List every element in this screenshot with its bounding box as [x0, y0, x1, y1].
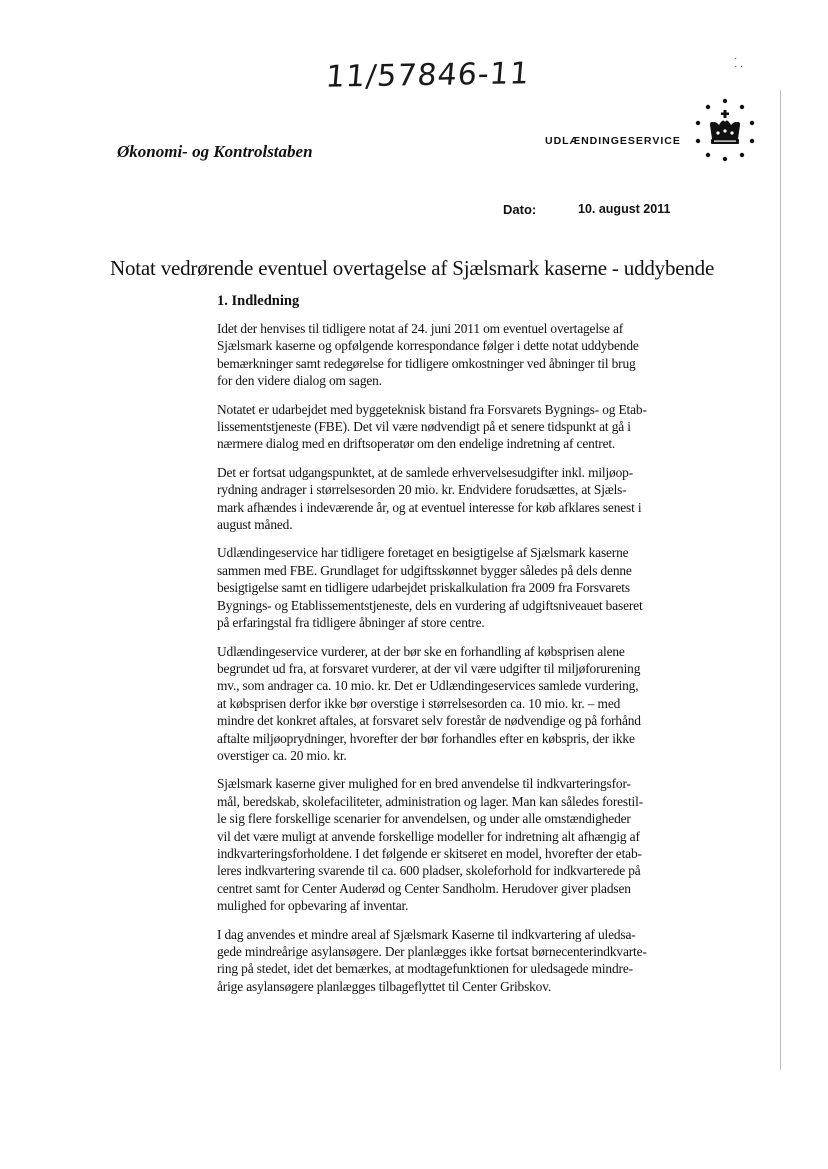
- section-heading: 1. Indledning: [217, 293, 300, 309]
- paragraph-line: mv., som andrager ca. 10 mio. kr. Det er Udlændingeservices samlede vurdering,: [217, 678, 639, 694]
- paragraph-line: Idet der henvises til tidligere notat af 24. juni 2011 om eventuel overtagelse af: [217, 321, 624, 336]
- paragraph-line: august måned.: [217, 517, 293, 533]
- date-value: 10. august 2011: [578, 202, 671, 216]
- paragraph-line: indkvarteringsforholdene. I det følgende er skitseret en model, hvorefter der etab-: [217, 845, 642, 861]
- paragraph-line: Udlændingeservice har tidligere foretaget en besigtigelse af Sjælsmark kaserne: [217, 545, 629, 561]
- date-label: Dato:: [503, 202, 537, 217]
- paragraph-4: [217, 544, 727, 631]
- paragraph-line: Udlændingeservice vurderer, at der bør ske en forhandling af købsprisen alene: [217, 643, 625, 659]
- corner-scan-marks: · · ·: [734, 54, 744, 73]
- paragraph-line: Sjælsmark kaserne giver mulighed for en bred anvendelse til indkvarteringsfor-: [217, 776, 631, 792]
- paragraph-line: I dag anvendes et mindre areal af Sjælsmark Kaserne til indkvartering af uledsa-: [217, 926, 636, 942]
- paragraph-6: [217, 775, 727, 914]
- paragraph-line: Notatet er udarbejdet med byggeteknisk bistand fra Forsvarets Bygnings- og Etab-: [217, 401, 647, 417]
- paragraph-5: [217, 643, 727, 765]
- paragraph-line: ring på stedet, idet det bemærkes, at modtagefunktionen for uledsagede mindre-: [217, 961, 633, 977]
- paragraph-line: Sjælsmark kaserne og opfølgende korrespondance følger i dette notat uddybende: [217, 338, 639, 354]
- paragraph-line: gede mindreårige asylansøgere. Der planlægges ikke fortsat børnecenterindkvarte-: [217, 944, 647, 959]
- paragraph-line: sammen med FBE. Grundlaget for udgiftsskønnet bygger således på dels denne: [217, 562, 632, 578]
- paragraph-1: [217, 320, 727, 390]
- department-name: Økonomi- og Kontrolstaben: [117, 142, 313, 161]
- paragraph-line: at købsprisen derfor ikke bør overstige i størrelsesorden ca. 10 mio. kr. – med: [217, 695, 621, 711]
- paragraph-line: på erfaringstal fra tidligere åbninger af store centre.: [217, 615, 485, 631]
- paragraph-line: nærmere dialog med en driftsoperatør om den endelige indretning af centret.: [217, 436, 616, 452]
- paragraph-list: [217, 320, 727, 995]
- document-body: [217, 293, 727, 1006]
- paragraph-line: le sig flere forskellige scenarier for anvendelsen, og under alle omstændigheder: [217, 811, 631, 827]
- paragraph-line: begrundet ud fra, at forsvaret vurderer, at der vil være udgifter til miljøforurening: [217, 660, 641, 676]
- paragraph-line: lissementstjeneste (FBE). Det vil være nødvendigt på et senere tidspunkt at gå i: [217, 419, 631, 435]
- paragraph-line: leres indkvartering svarende til ca. 600 pladser, skoleforhold for indkvarterede på: [217, 863, 641, 879]
- document-title: Notat vedrørende eventuel overtagelse af Sjælsmark kaserne - uddybende: [110, 256, 715, 280]
- paragraph-line: mål, beredskab, skolefaciliteter, administration og lager. Man kan således forestil-: [217, 793, 644, 809]
- paragraph-2: [217, 401, 727, 453]
- crown-crest-icon: [690, 95, 760, 165]
- scan-edge-line: [780, 90, 781, 1070]
- agency-name: UDLÆNDINGESERVICE: [545, 135, 681, 147]
- paragraph-line: bemærkninger samt redegørelse for tidligere omkostninger ved åbninger til brug: [217, 355, 636, 371]
- paragraph-line: centret samt for Center Auderød og Center Sandholm. Herudover giver pladsen: [217, 880, 631, 896]
- paragraph-line: besigtigelse samt en tidligere udarbejdet priskalkulation fra 2009 fra Forsvarets: [217, 580, 630, 596]
- paragraph-line: mark afhændes i indeværende år, og at eventuel interesse for køb afklares senest i: [217, 499, 642, 515]
- paragraph-line: Bygnings- og Etablissementstjeneste, dels en vurdering af udgiftsniveauet baseret: [217, 597, 643, 613]
- paragraph-line: mulighed for opbevaring af inventar.: [217, 898, 409, 914]
- paragraph-line: mindre det konkret aftales, at forsvaret selv forestår de nødvendige og på forhånd: [217, 713, 641, 729]
- paragraph-line: rydning andrager i størrelsesorden 20 mio. kr. Endvidere forudsættes, at Sjæls-: [217, 482, 627, 498]
- paragraph-line: årige asylansøgere planlægges tilbageflyttet til Center Gribskov.: [217, 978, 552, 994]
- paragraph-line: aftalte miljøoprydninger, hvorefter der bør forhandles efter en købspris, der ikke: [217, 730, 635, 746]
- paragraph-line: overstiger ca. 20 mio. kr.: [217, 747, 347, 763]
- paragraph-line: for den videre dialog om sagen.: [217, 373, 382, 389]
- paragraph-3: [217, 464, 727, 534]
- paragraph-line: vil det være muligt at anvende forskellige modeller for indretning alt afhængig af: [217, 828, 640, 844]
- paragraph-line: Det er fortsat udgangspunktet, at de samlede erhvervelsesudgifter inkl. miljøop-: [217, 464, 634, 480]
- handwritten-reference-number: 11/57846-11: [324, 56, 532, 95]
- paragraph-7: [217, 926, 727, 996]
